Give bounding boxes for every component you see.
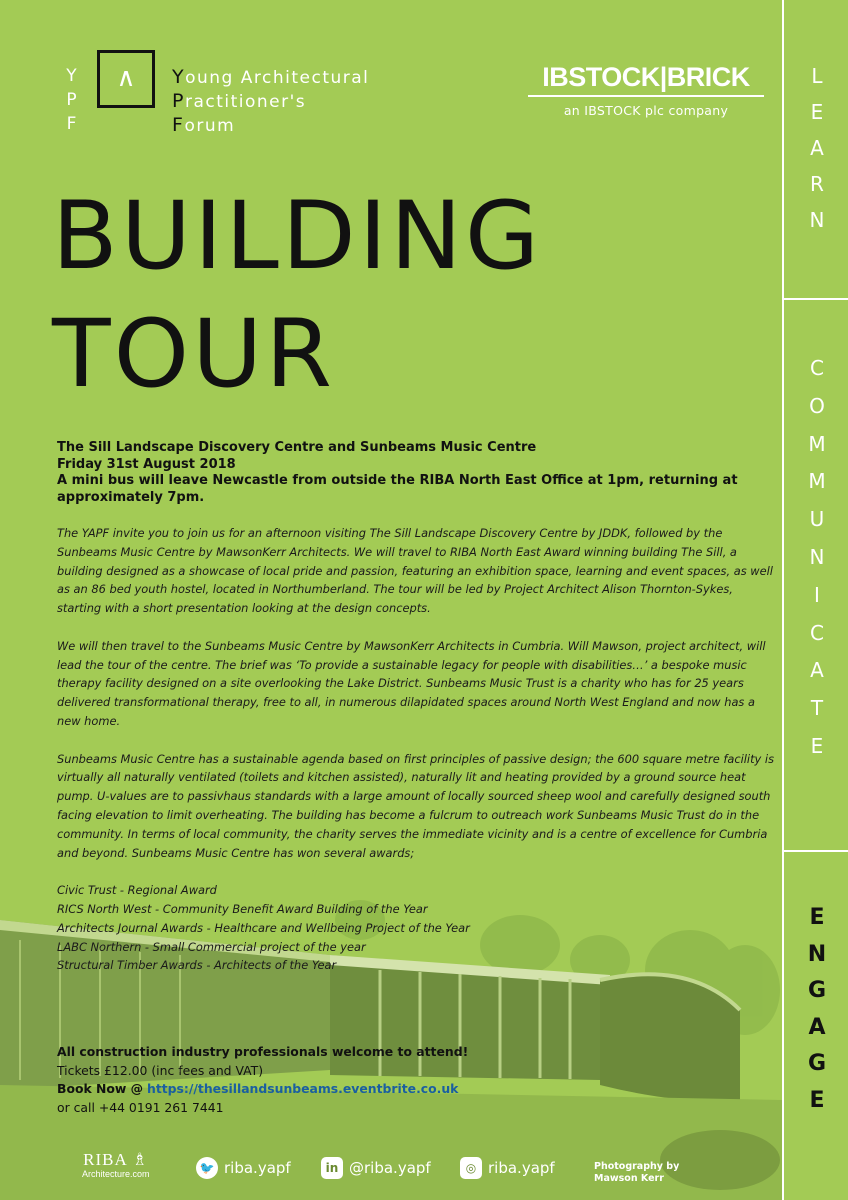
- side-word-engage: [784, 900, 848, 1119]
- side-letter: A: [810, 136, 824, 160]
- social-twitter[interactable]: [196, 1157, 291, 1179]
- riba-wordmark: RIBA ♗: [83, 1150, 149, 1169]
- instagram-handle: riba.yapf: [488, 1159, 555, 1177]
- side-letter: E: [809, 905, 825, 930]
- side-letter: C: [810, 620, 824, 645]
- side-letter: U: [809, 507, 825, 532]
- event-details: [57, 440, 757, 506]
- side-word-learn: [784, 58, 848, 238]
- event-date: Friday 31st August 2018: [57, 456, 236, 472]
- riba-sub: Architecture.com: [82, 1169, 150, 1179]
- welcome-text: All construction industry professionals welcome to attend!: [57, 1044, 469, 1059]
- booking-link[interactable]: https://thesillandsunbeams.eventbrite.co.uk: [147, 1081, 459, 1096]
- book-now-row: [57, 1080, 468, 1099]
- side-letter: E: [809, 1087, 825, 1113]
- side-divider: [784, 850, 848, 852]
- side-letter: M: [808, 431, 826, 456]
- side-letter: T: [810, 696, 824, 721]
- title-line-2: TOUR: [52, 300, 336, 409]
- ypf-letters: Y P F: [66, 66, 78, 134]
- linkedin-handle: @riba.yapf: [349, 1159, 431, 1177]
- side-letter: R: [810, 172, 824, 196]
- side-letter: N: [809, 208, 825, 232]
- ypf-logo: [57, 50, 157, 140]
- riba-crest-icon: ♗: [132, 1150, 149, 1169]
- linkedin-icon: in: [321, 1157, 343, 1179]
- side-letter: E: [810, 100, 824, 124]
- side-letter: O: [809, 393, 825, 418]
- tickets-text: Tickets £12.00 (inc fees and VAT): [57, 1062, 264, 1078]
- twitter-icon: 🐦: [196, 1157, 218, 1179]
- side-letter: C: [810, 356, 824, 380]
- award-item: Architects Journal Awards - Healthcare and Wellbeing Project of the Year: [57, 920, 470, 935]
- paragraph: The YAPF invite you to join us for an afternoon visiting The Sill Landscape Discovery Centre by JDDK, followed by the Sunbeams Music Centre by MawsonKerr Architects. We will travel to RIBA North East Award winning building The Sill, a building designed as a showcase of local pride and passion, featuring an exhibition space, learning and event spaces, as well as an 86 bed youth hostel, located in Northumberland. The tour will be led by Project Architect Alison Thornton-Sykes, starting with a short presentation looking at the design concepts.: [57, 526, 773, 616]
- book-now-label: Book Now @: [57, 1081, 144, 1096]
- award-item: Structural Timber Awards - Architects of the Year: [57, 958, 337, 973]
- event-transport: A mini bus will leave Newcastle from outside the RIBA North East Office at 1pm, returning at approximately 7pm.: [57, 473, 738, 505]
- ypf-name: Young Architectural Practitioner's Forum: [172, 66, 370, 136]
- side-letter: M: [808, 469, 826, 494]
- side-column: [782, 0, 848, 1200]
- paragraph: We will then travel to the Sunbeams Music Centre by MawsonKerr Architects in Cumbria. Will Mawson, project architect, will lead the tour of the centre. The brief was ‘To provide a sustainable legacy for people with disabilities…’ a bespoke music therapy facility designed on a site overlooking the Lake District. Sunbeams Music Trust is a charity who has for 25 years delivered transformational therapy, free to all, in numerous dilapidated spaces around North West England and now has a new home.: [57, 638, 766, 728]
- award-item: Civic Trust - Regional Award: [57, 883, 217, 898]
- body-copy: [57, 524, 777, 975]
- twitter-handle: riba.yapf: [224, 1159, 291, 1177]
- call-text: or call +44 0191 261 7441: [57, 1099, 224, 1115]
- award-item: LABC Northern - Small Commercial project of the year: [57, 939, 366, 954]
- side-letter: G: [807, 1051, 827, 1076]
- caret-icon: ∧: [116, 63, 136, 93]
- side-letter: L: [811, 64, 823, 88]
- page-title: [52, 178, 543, 414]
- riba-logo: [82, 1150, 150, 1179]
- social-linkedin[interactable]: [321, 1157, 431, 1179]
- side-letter: I: [814, 582, 820, 607]
- side-word-communicate: [784, 350, 848, 766]
- instagram-icon: ◎: [460, 1157, 482, 1179]
- call-to-action: [57, 1043, 468, 1117]
- side-letter: A: [810, 658, 824, 683]
- photo-credit: Photography by Mawson Kerr: [594, 1161, 680, 1184]
- award-item: RICS North West - Community Benefit Award Building of the Year: [57, 901, 428, 916]
- side-divider: [784, 298, 848, 300]
- title-line-1: BUILDING: [52, 182, 543, 291]
- side-letter: N: [807, 941, 827, 967]
- brand-name: IBSTOCK|BRICK: [528, 62, 764, 97]
- side-letter: G: [807, 978, 827, 1003]
- event-name: The Sill Landscape Discovery Centre and Sunbeams Music Centre: [57, 440, 537, 455]
- brand-subtitle: an IBSTOCK plc company: [563, 103, 729, 118]
- paragraph: Sunbeams Music Centre has a sustainable agenda based on first principles of passive design; the 600 square metre facility is virtually all naturally ventilated (toilets and kitchen assisted), naturally lit and heating provided by a ground source heat pump. U-values are to passivhaus standards with a large amount of locally sourced sheep wool and carefully designed south facing elevation to limit overheating. The building has become a fulcrum to outreach work Sunbeams Music Trust do in the community. In terms of local community, the charity serves the immediate vicinity and is a centre of excellence for Cumbria and beyond. Sunbeams Music Centre has won several awards;: [57, 751, 774, 860]
- side-letter: A: [808, 1014, 826, 1040]
- social-instagram[interactable]: [460, 1157, 555, 1179]
- side-letter: E: [810, 733, 824, 758]
- awards-list: [57, 881, 777, 975]
- ypf-logo-box: [97, 50, 155, 108]
- side-letter: N: [809, 544, 825, 569]
- ibstock-brick-logo: [528, 62, 764, 118]
